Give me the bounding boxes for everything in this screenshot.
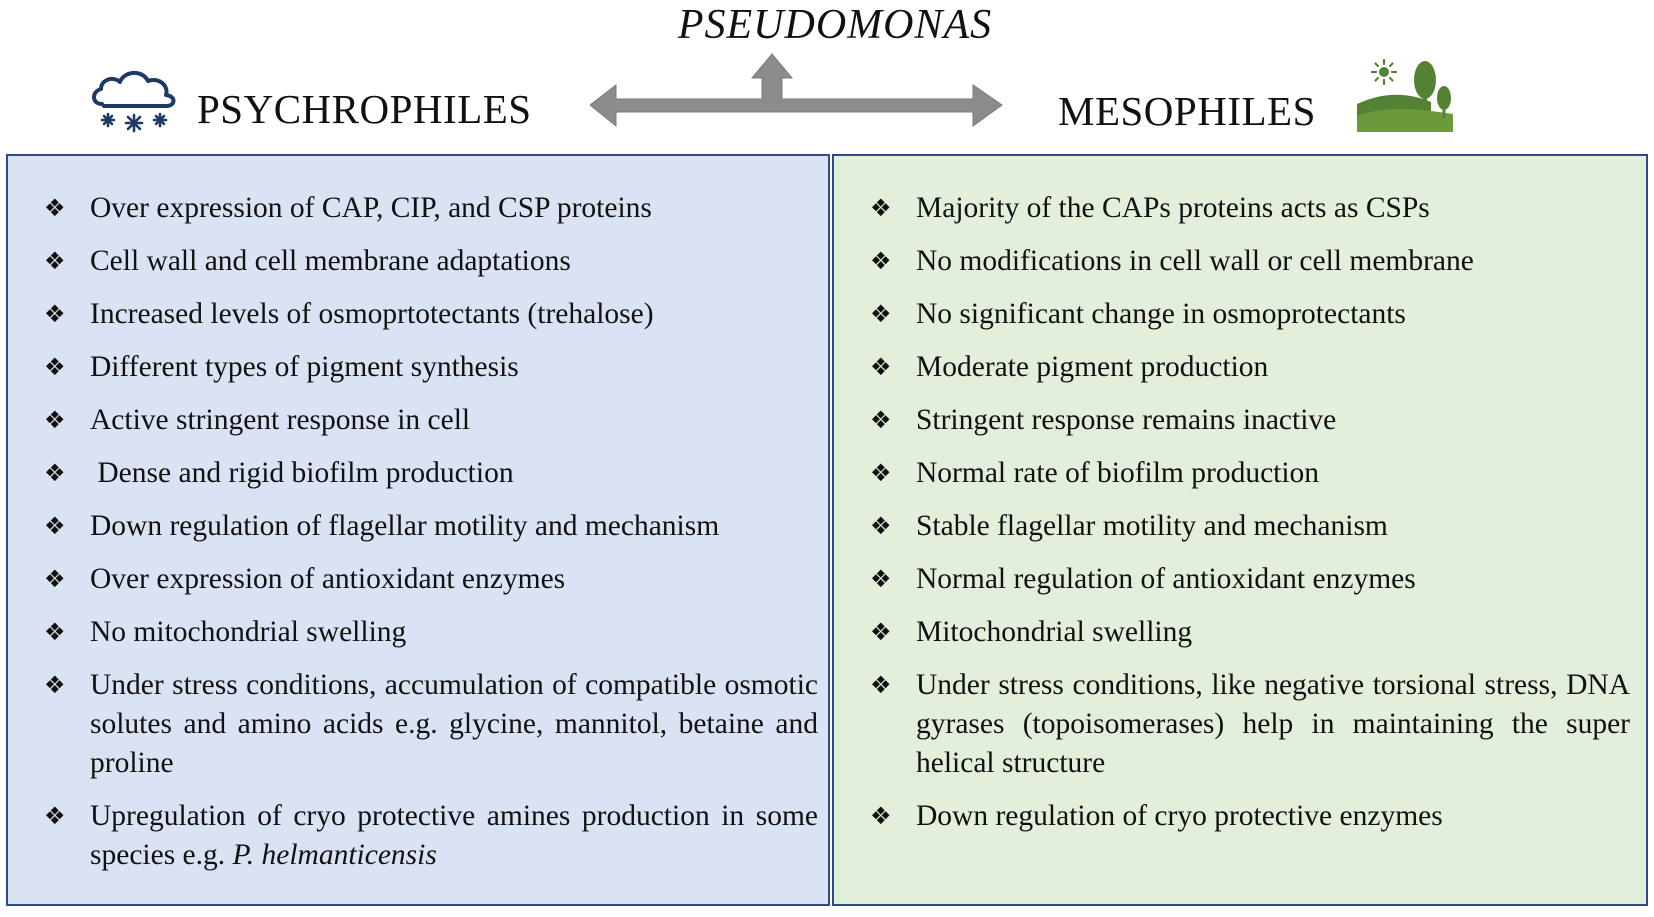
diagram-title: PSEUDOMONAS — [677, 2, 993, 48]
list-item: ❖ Normal regulation of antioxidant enzymes — [870, 563, 1416, 595]
list-item: ❖ Under stress conditions, like negative torsional stress, DNA gyrases (topoisomerases) help in maintaining the super helical structure — [870, 669, 1630, 779]
list-item: ❖ Down regulation of cryo protective enzymes — [870, 800, 1443, 832]
psychrophiles-panel — [6, 154, 830, 906]
list-item: ❖ Down regulation of flagellar motility and mechanism — [44, 510, 720, 542]
list-item: ❖ Moderate pigment production — [870, 351, 1269, 383]
list-item: ❖ Under stress conditions, accumulation of compatible osmotic solutes and amino acids e.g. glycine, mannitol, betaine and proline — [44, 669, 818, 779]
diamond-bullet-icon: ❖ — [44, 565, 66, 593]
diamond-bullet-icon: ❖ — [870, 459, 892, 487]
list-item: ❖ Stringent response remains inactive — [870, 404, 1337, 436]
list-item: ❖ No significant change in osmoprotectants — [870, 298, 1406, 330]
list-item: ❖ Majority of the CAPs proteins acts as CSPs — [870, 192, 1430, 224]
diamond-bullet-icon: ❖ — [44, 802, 66, 830]
snow-cloud-icon — [88, 68, 182, 136]
diamond-bullet-icon: ❖ — [44, 353, 66, 381]
list-item: ❖ Over expression of CAP, CIP, and CSP proteins — [44, 192, 652, 224]
list-item: ❖ Upregulation of cryo protective amines production in some species e.g. P. helmanticensis — [44, 800, 826, 871]
diamond-bullet-icon: ❖ — [870, 512, 892, 540]
diamond-bullet-icon: ❖ — [870, 671, 892, 699]
list-item: ❖ Over expression of antioxidant enzymes — [44, 563, 566, 595]
sun-landscape-icon — [1355, 56, 1455, 132]
list-item: ❖ Dense and rigid biofilm production — [44, 457, 514, 489]
diamond-bullet-icon: ❖ — [44, 459, 66, 487]
three-way-arrow — [590, 52, 1020, 132]
psychrophiles-heading: PSYCHROPHILES — [197, 86, 532, 132]
list-item: ❖ Active stringent response in cell — [44, 404, 471, 436]
list-item: ❖ No modifications in cell wall or cell membrane — [870, 245, 1474, 277]
diamond-bullet-icon: ❖ — [870, 802, 892, 830]
mesophiles-panel — [832, 154, 1648, 906]
list-item: ❖ Increased levels of osmoprtotectants (trehalose) — [44, 298, 654, 330]
diamond-bullet-icon: ❖ — [44, 671, 66, 699]
diamond-bullet-icon: ❖ — [870, 618, 892, 646]
diamond-bullet-icon: ❖ — [870, 565, 892, 593]
psychrophiles-list — [40, 189, 826, 889]
species-name: P. helmanticensis — [232, 839, 437, 871]
diamond-bullet-icon: ❖ — [44, 247, 66, 275]
diamond-bullet-icon: ❖ — [44, 618, 66, 646]
list-item: ❖ No mitochondrial swelling — [44, 616, 407, 648]
diamond-bullet-icon: ❖ — [44, 194, 66, 222]
list-item: ❖ Stable flagellar motility and mechanism — [870, 510, 1388, 542]
diamond-bullet-icon: ❖ — [44, 300, 66, 328]
mesophiles-list — [866, 189, 1630, 850]
diamond-bullet-icon: ❖ — [44, 512, 66, 540]
list-item: ❖ Different types of pigment synthesis — [44, 351, 519, 383]
diamond-bullet-icon: ❖ — [870, 406, 892, 434]
diamond-bullet-icon: ❖ — [870, 353, 892, 381]
list-item: ❖ Cell wall and cell membrane adaptations — [44, 245, 571, 277]
mesophiles-heading: MESOPHILES — [1058, 88, 1316, 134]
diamond-bullet-icon: ❖ — [870, 194, 892, 222]
list-item: ❖ Normal rate of biofilm production — [870, 457, 1320, 489]
list-item: ❖ Mitochondrial swelling — [870, 616, 1193, 648]
diamond-bullet-icon: ❖ — [44, 406, 66, 434]
diamond-bullet-icon: ❖ — [870, 247, 892, 275]
diamond-bullet-icon: ❖ — [870, 300, 892, 328]
